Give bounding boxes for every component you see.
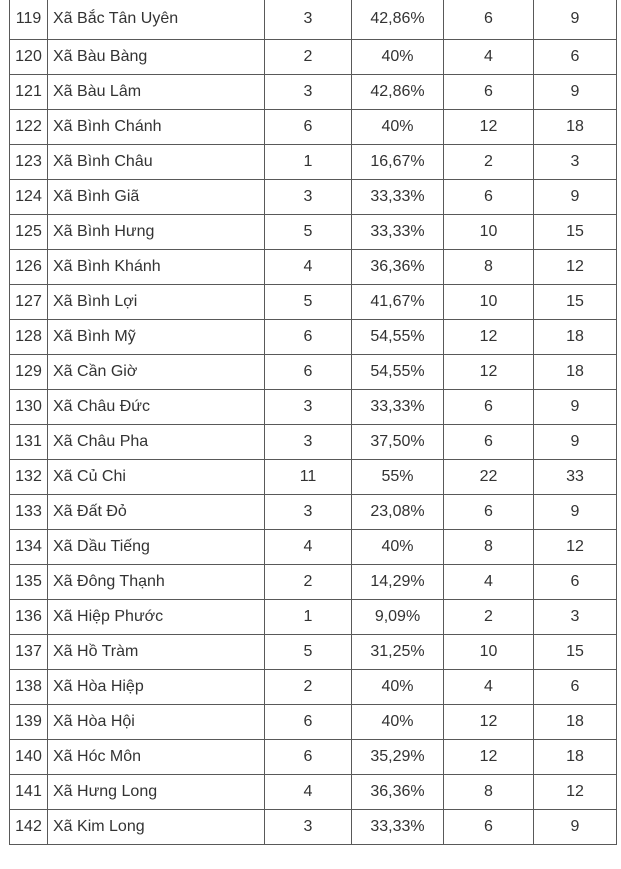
- count-cell: 2: [265, 39, 352, 74]
- value-b-cell: 10: [444, 214, 534, 249]
- value-b-cell: 2: [444, 144, 534, 179]
- percentage-cell: 14,29%: [352, 564, 444, 599]
- table-row: [10, 529, 617, 564]
- value-c-cell: 6: [534, 564, 617, 599]
- percentage-cell: 40%: [352, 704, 444, 739]
- value-b-cell: 12: [444, 704, 534, 739]
- percentage-cell: 37,50%: [352, 424, 444, 459]
- value-b-cell: 12: [444, 739, 534, 774]
- count-cell: 2: [265, 669, 352, 704]
- commune-name-cell: Xã Châu Pha: [48, 424, 265, 459]
- row-number-cell: 123: [10, 144, 48, 179]
- value-b-cell: 12: [444, 109, 534, 144]
- row-number-cell: 140: [10, 739, 48, 774]
- commune-name-cell: Xã Bình Hưng: [48, 214, 265, 249]
- value-c-cell: 18: [534, 739, 617, 774]
- row-number-cell: 133: [10, 494, 48, 529]
- count-cell: 6: [265, 319, 352, 354]
- row-number-cell: 135: [10, 564, 48, 599]
- percentage-cell: 40%: [352, 669, 444, 704]
- percentage-cell: 42,86%: [352, 0, 444, 39]
- table-row: [10, 459, 617, 494]
- count-cell: 3: [265, 74, 352, 109]
- percentage-cell: 54,55%: [352, 319, 444, 354]
- count-cell: 5: [265, 214, 352, 249]
- count-cell: 3: [265, 494, 352, 529]
- table-row: [10, 144, 617, 179]
- row-number-cell: 139: [10, 704, 48, 739]
- commune-name-cell: Xã Hóc Môn: [48, 739, 265, 774]
- commune-name-cell: Xã Hòa Hội: [48, 704, 265, 739]
- commune-name-cell: Xã Đông Thạnh: [48, 564, 265, 599]
- commune-name-cell: Xã Bình Châu: [48, 144, 265, 179]
- commune-name-cell: Xã Bàu Bàng: [48, 39, 265, 74]
- percentage-cell: 33,33%: [352, 214, 444, 249]
- percentage-cell: 54,55%: [352, 354, 444, 389]
- row-number-cell: 131: [10, 424, 48, 459]
- percentage-cell: 55%: [352, 459, 444, 494]
- value-c-cell: 15: [534, 214, 617, 249]
- count-cell: 1: [265, 144, 352, 179]
- row-number-cell: 126: [10, 249, 48, 284]
- row-number-cell: 120: [10, 39, 48, 74]
- percentage-cell: 23,08%: [352, 494, 444, 529]
- commune-name-cell: Xã Hiệp Phước: [48, 599, 265, 634]
- value-c-cell: 9: [534, 74, 617, 109]
- row-number-cell: 129: [10, 354, 48, 389]
- table-body: [10, 0, 617, 844]
- row-number-cell: 137: [10, 634, 48, 669]
- value-b-cell: 8: [444, 774, 534, 809]
- value-c-cell: 18: [534, 704, 617, 739]
- table-row: [10, 0, 617, 39]
- value-c-cell: 3: [534, 599, 617, 634]
- count-cell: 6: [265, 109, 352, 144]
- value-b-cell: 8: [444, 249, 534, 284]
- value-b-cell: 6: [444, 424, 534, 459]
- value-b-cell: 6: [444, 74, 534, 109]
- commune-name-cell: Xã Châu Đức: [48, 389, 265, 424]
- count-cell: 4: [265, 249, 352, 284]
- value-b-cell: 22: [444, 459, 534, 494]
- count-cell: 6: [265, 354, 352, 389]
- commune-table-container: [9, 0, 616, 845]
- value-c-cell: 6: [534, 39, 617, 74]
- table-row: [10, 704, 617, 739]
- row-number-cell: 127: [10, 284, 48, 319]
- value-c-cell: 18: [534, 109, 617, 144]
- table-row: [10, 774, 617, 809]
- percentage-cell: 16,67%: [352, 144, 444, 179]
- value-b-cell: 12: [444, 354, 534, 389]
- row-number-cell: 136: [10, 599, 48, 634]
- table-row: [10, 669, 617, 704]
- commune-name-cell: Xã Bắc Tân Uyên: [48, 0, 265, 39]
- percentage-cell: 9,09%: [352, 599, 444, 634]
- commune-table: [9, 0, 617, 845]
- value-c-cell: 18: [534, 354, 617, 389]
- count-cell: 11: [265, 459, 352, 494]
- commune-name-cell: Xã Kim Long: [48, 809, 265, 844]
- row-number-cell: 141: [10, 774, 48, 809]
- value-b-cell: 6: [444, 179, 534, 214]
- count-cell: 4: [265, 774, 352, 809]
- value-c-cell: 33: [534, 459, 617, 494]
- value-c-cell: 18: [534, 319, 617, 354]
- count-cell: 1: [265, 599, 352, 634]
- table-row: [10, 39, 617, 74]
- row-number-cell: 121: [10, 74, 48, 109]
- row-number-cell: 138: [10, 669, 48, 704]
- value-c-cell: 9: [534, 389, 617, 424]
- row-number-cell: 124: [10, 179, 48, 214]
- percentage-cell: 40%: [352, 39, 444, 74]
- count-cell: 3: [265, 389, 352, 424]
- percentage-cell: 40%: [352, 109, 444, 144]
- commune-name-cell: Xã Hồ Tràm: [48, 634, 265, 669]
- table-row: [10, 109, 617, 144]
- row-number-cell: 128: [10, 319, 48, 354]
- count-cell: 2: [265, 564, 352, 599]
- count-cell: 3: [265, 179, 352, 214]
- value-b-cell: 4: [444, 564, 534, 599]
- count-cell: 3: [265, 0, 352, 39]
- table-row: [10, 354, 617, 389]
- value-b-cell: 4: [444, 669, 534, 704]
- commune-name-cell: Xã Bình Khánh: [48, 249, 265, 284]
- commune-name-cell: Xã Hòa Hiệp: [48, 669, 265, 704]
- percentage-cell: 33,33%: [352, 179, 444, 214]
- table-row: [10, 634, 617, 669]
- table-row: [10, 249, 617, 284]
- count-cell: 6: [265, 704, 352, 739]
- row-number-cell: 122: [10, 109, 48, 144]
- row-number-cell: 130: [10, 389, 48, 424]
- row-number-cell: 119: [10, 0, 48, 39]
- value-c-cell: 9: [534, 424, 617, 459]
- value-c-cell: 9: [534, 0, 617, 39]
- value-b-cell: 2: [444, 599, 534, 634]
- commune-name-cell: Xã Đất Đỏ: [48, 494, 265, 529]
- value-c-cell: 6: [534, 669, 617, 704]
- table-row: [10, 319, 617, 354]
- commune-name-cell: Xã Bình Giã: [48, 179, 265, 214]
- commune-name-cell: Xã Cần Giờ: [48, 354, 265, 389]
- value-b-cell: 6: [444, 0, 534, 39]
- commune-name-cell: Xã Bình Chánh: [48, 109, 265, 144]
- value-b-cell: 8: [444, 529, 534, 564]
- value-b-cell: 4: [444, 39, 534, 74]
- commune-name-cell: Xã Củ Chi: [48, 459, 265, 494]
- value-c-cell: 12: [534, 774, 617, 809]
- table-row: [10, 739, 617, 774]
- value-c-cell: 9: [534, 809, 617, 844]
- commune-name-cell: Xã Bàu Lâm: [48, 74, 265, 109]
- value-c-cell: 9: [534, 494, 617, 529]
- table-row: [10, 214, 617, 249]
- value-c-cell: 15: [534, 634, 617, 669]
- percentage-cell: 35,29%: [352, 739, 444, 774]
- row-number-cell: 142: [10, 809, 48, 844]
- table-row: [10, 809, 617, 844]
- table-row: [10, 74, 617, 109]
- value-c-cell: 12: [534, 529, 617, 564]
- value-c-cell: 15: [534, 284, 617, 319]
- commune-name-cell: Xã Hưng Long: [48, 774, 265, 809]
- percentage-cell: 40%: [352, 529, 444, 564]
- row-number-cell: 125: [10, 214, 48, 249]
- count-cell: 6: [265, 739, 352, 774]
- commune-name-cell: Xã Bình Lợi: [48, 284, 265, 319]
- value-c-cell: 12: [534, 249, 617, 284]
- table-row: [10, 424, 617, 459]
- row-number-cell: 132: [10, 459, 48, 494]
- table-row: [10, 389, 617, 424]
- value-c-cell: 3: [534, 144, 617, 179]
- percentage-cell: 41,67%: [352, 284, 444, 319]
- value-b-cell: 6: [444, 494, 534, 529]
- value-b-cell: 10: [444, 634, 534, 669]
- value-b-cell: 6: [444, 389, 534, 424]
- table-row: [10, 179, 617, 214]
- value-b-cell: 6: [444, 809, 534, 844]
- value-b-cell: 10: [444, 284, 534, 319]
- value-b-cell: 12: [444, 319, 534, 354]
- count-cell: 3: [265, 424, 352, 459]
- count-cell: 4: [265, 529, 352, 564]
- commune-name-cell: Xã Bình Mỹ: [48, 319, 265, 354]
- count-cell: 5: [265, 634, 352, 669]
- percentage-cell: 36,36%: [352, 249, 444, 284]
- percentage-cell: 33,33%: [352, 389, 444, 424]
- count-cell: 5: [265, 284, 352, 319]
- table-row: [10, 284, 617, 319]
- table-row: [10, 494, 617, 529]
- row-number-cell: 134: [10, 529, 48, 564]
- percentage-cell: 42,86%: [352, 74, 444, 109]
- table-row: [10, 599, 617, 634]
- commune-name-cell: Xã Dầu Tiếng: [48, 529, 265, 564]
- value-c-cell: 9: [534, 179, 617, 214]
- percentage-cell: 36,36%: [352, 774, 444, 809]
- count-cell: 3: [265, 809, 352, 844]
- percentage-cell: 31,25%: [352, 634, 444, 669]
- table-row: [10, 564, 617, 599]
- percentage-cell: 33,33%: [352, 809, 444, 844]
